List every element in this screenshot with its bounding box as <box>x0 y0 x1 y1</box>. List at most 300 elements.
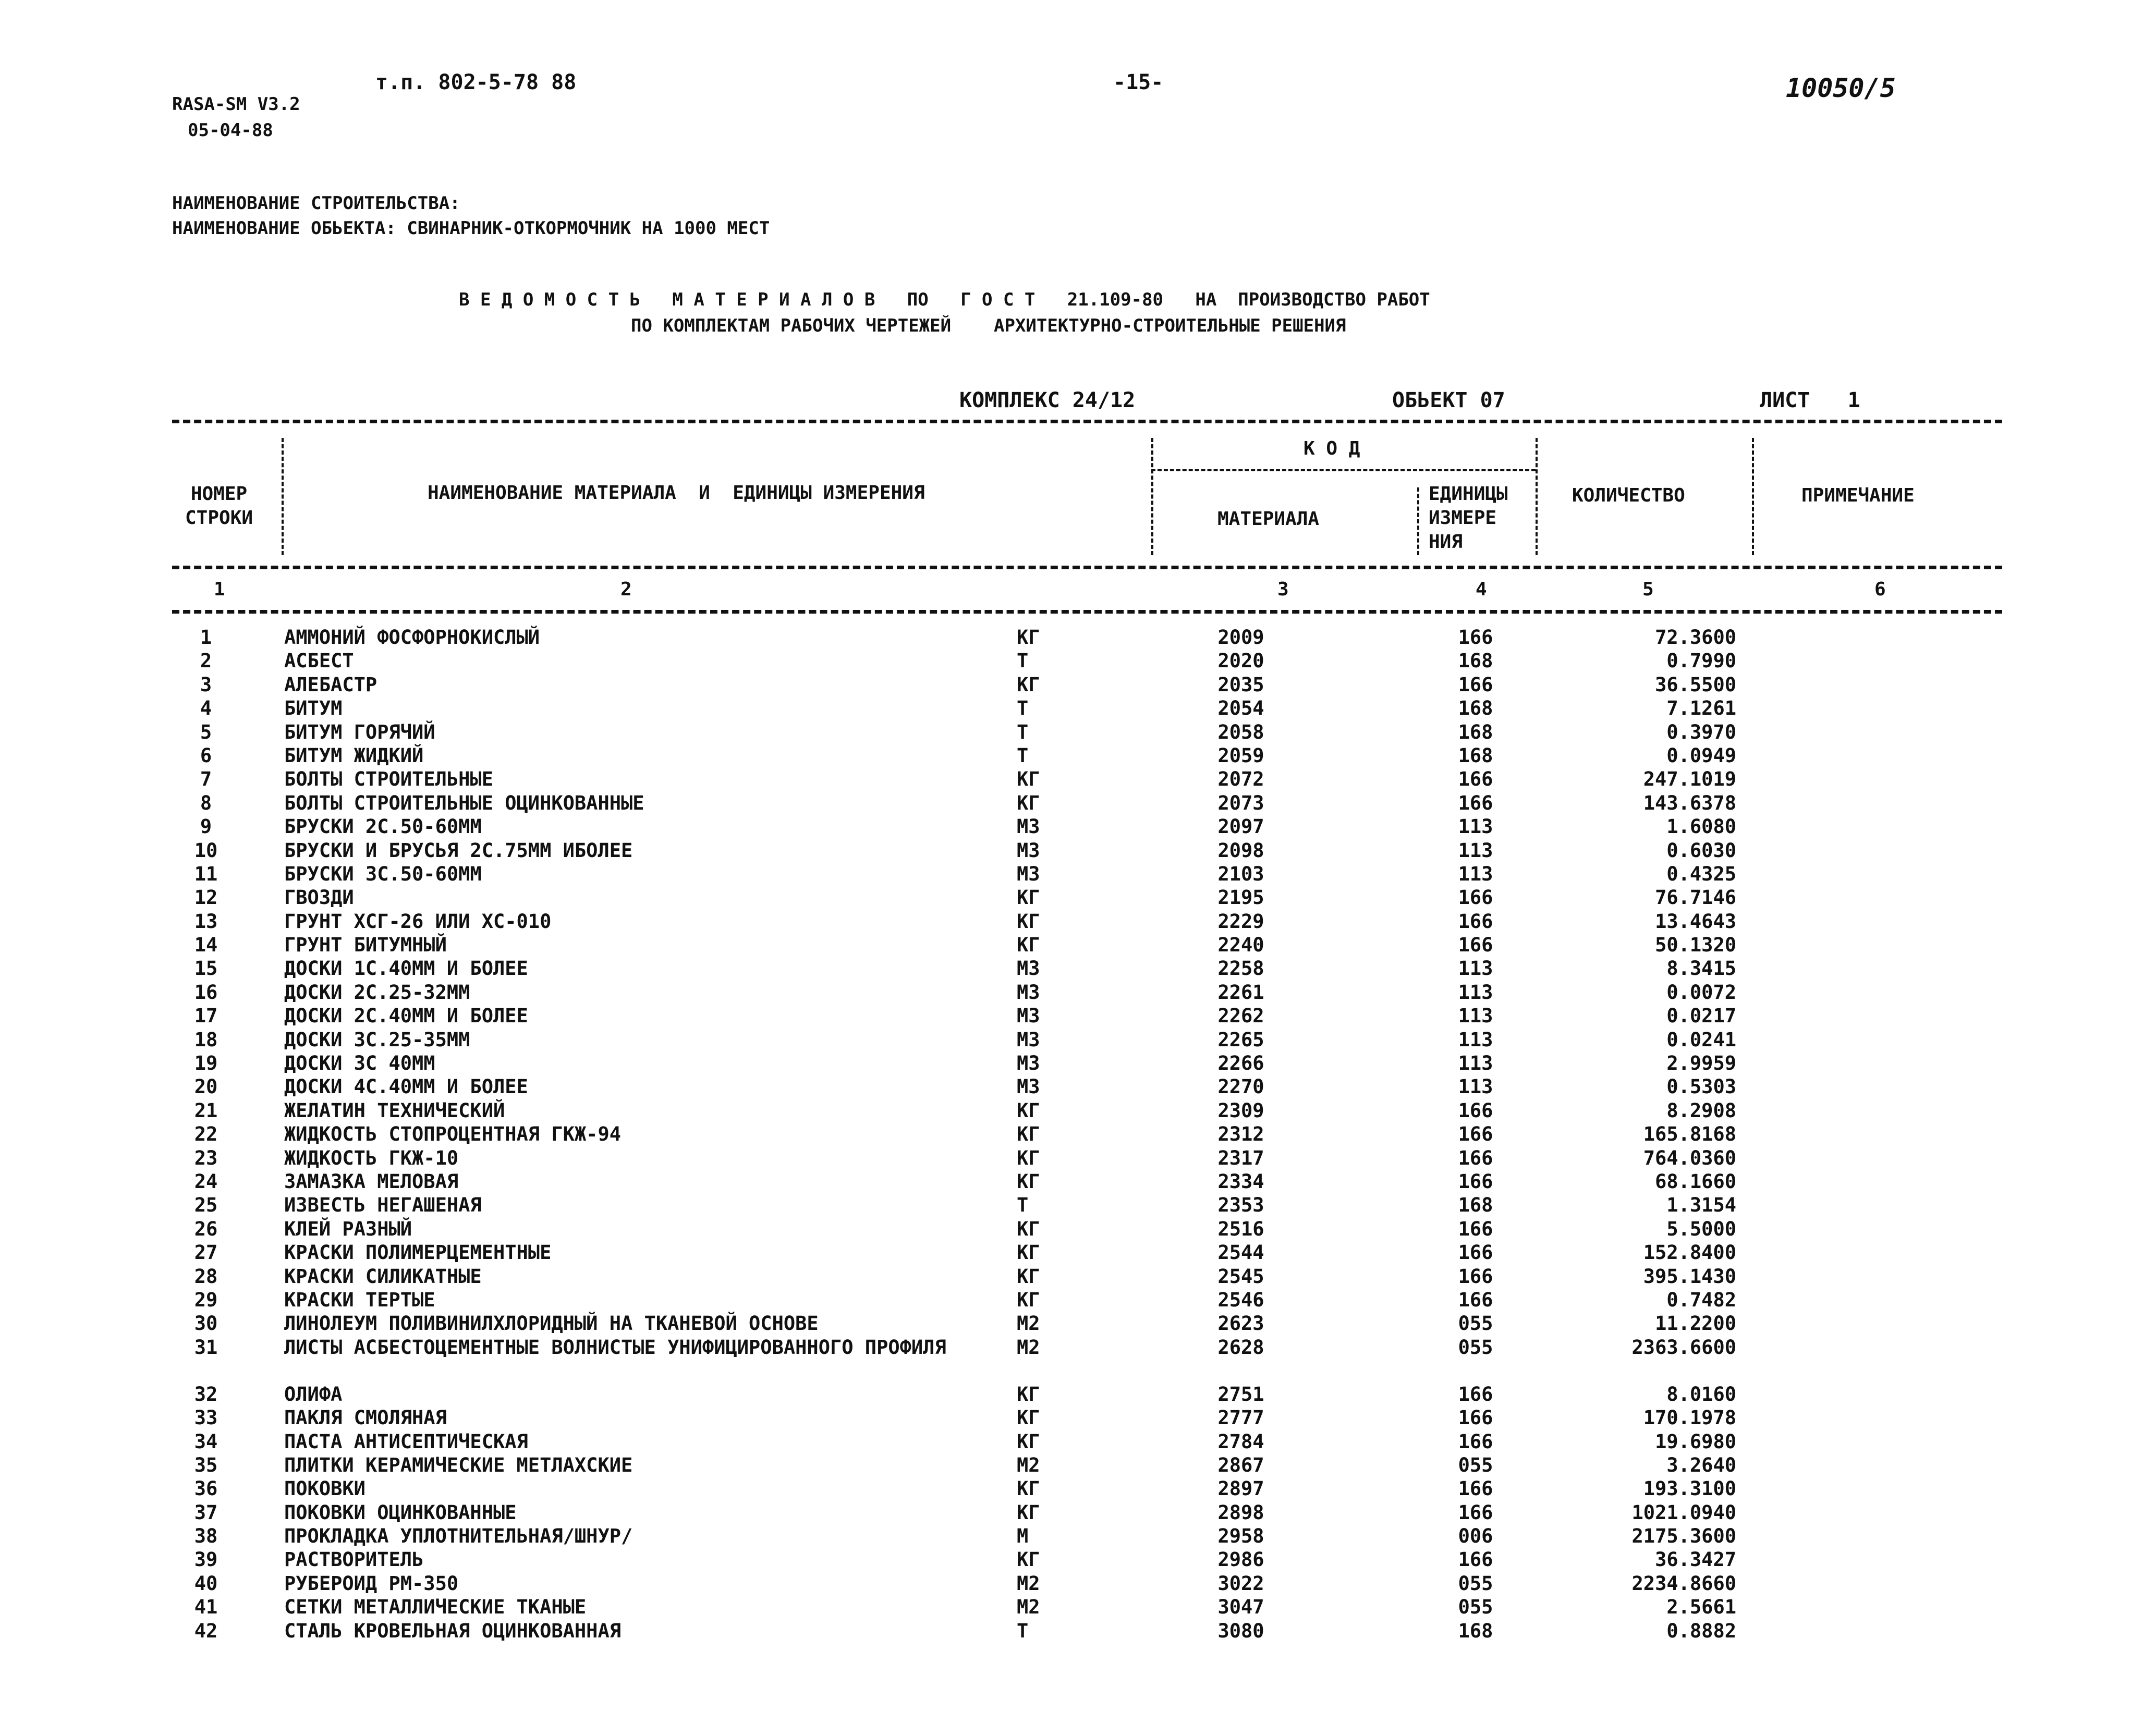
quantity: 13.4643 <box>1655 910 1736 933</box>
table-row <box>0 815 2156 838</box>
unit-of-measure: М3 <box>1017 862 1040 885</box>
table-row <box>0 933 2156 957</box>
row-number: 25 <box>194 1194 218 1217</box>
unit-of-measure: КГ <box>1017 1383 1040 1405</box>
quantity: 1021.0940 <box>1631 1501 1736 1524</box>
row-number: 10 <box>194 839 218 862</box>
column-divider <box>282 438 284 555</box>
unit-of-measure: КГ <box>1017 1123 1040 1146</box>
material-name: ЖЕЛАТИН ТЕХНИЧЕСКИЙ <box>284 1099 505 1122</box>
unit-code: 166 <box>1458 626 1493 649</box>
material-name: ИЗВЕСТЬ НЕГАШЕНАЯ <box>284 1194 482 1217</box>
quantity: 0.3970 <box>1666 720 1736 743</box>
unit-of-measure: КГ <box>1017 1501 1040 1524</box>
unit-of-measure: М <box>1017 1525 1029 1548</box>
material-code: 2546 <box>1217 1288 1264 1311</box>
material-name: БРУСКИ 3С.50-60ММ <box>284 862 482 885</box>
table-row <box>0 1595 2156 1619</box>
material-code: 2097 <box>1217 815 1264 838</box>
table-row <box>0 1312 2156 1335</box>
column-number: 5 <box>1642 579 1654 600</box>
unit-code: 166 <box>1458 1265 1493 1288</box>
material-name: ДОСКИ 3С 40ММ <box>284 1052 435 1075</box>
unit-of-measure: М3 <box>1017 1052 1040 1075</box>
row-number: 27 <box>194 1241 218 1264</box>
quantity: 143.6378 <box>1643 791 1736 814</box>
table-row <box>0 981 2156 1004</box>
row-number: 18 <box>194 1028 218 1051</box>
material-name: КРАСКИ СИЛИКАТНЫЕ <box>284 1265 482 1288</box>
quantity: 1.3154 <box>1666 1194 1736 1217</box>
material-code: 2258 <box>1217 957 1264 980</box>
project-reference: т.п. 802-5-78 88 <box>375 70 577 94</box>
material-code: 2623 <box>1217 1312 1264 1335</box>
unit-code: 113 <box>1458 1075 1493 1098</box>
column-number: 2 <box>620 579 632 600</box>
unit-of-measure: КГ <box>1017 791 1040 814</box>
material-name: ДОСКИ 2С.25-32ММ <box>284 981 470 1004</box>
row-number: 16 <box>194 981 218 1004</box>
material-code: 2035 <box>1217 673 1264 696</box>
quantity: 36.5500 <box>1655 673 1736 696</box>
unit-code: 166 <box>1458 1123 1493 1146</box>
material-code: 2020 <box>1217 650 1264 673</box>
material-name: ДОСКИ 4С.40ММ И БОЛЕЕ <box>284 1075 528 1098</box>
quantity: 5.5000 <box>1666 1217 1736 1240</box>
material-name: БИТУМ ГОРЯЧИЙ <box>284 720 435 743</box>
material-name: АММОНИЙ ФОСФОРНОКИСЛЫЙ <box>284 626 540 649</box>
quantity: 2.5661 <box>1666 1596 1736 1619</box>
quantity: 2.9959 <box>1666 1052 1736 1075</box>
unit-code: 113 <box>1458 815 1493 838</box>
row-number: 2 <box>200 650 212 673</box>
material-code: 2958 <box>1217 1525 1264 1548</box>
row-number: 21 <box>194 1099 218 1122</box>
unit-code: 166 <box>1458 1383 1493 1405</box>
quantity: 165.8168 <box>1643 1123 1736 1146</box>
table-row <box>0 886 2156 909</box>
row-number: 28 <box>194 1265 218 1288</box>
table-row <box>0 1170 2156 1193</box>
material-name: ПАКЛЯ СМОЛЯНАЯ <box>284 1407 447 1429</box>
quantity: 76.7146 <box>1655 886 1736 909</box>
quantity: 72.3600 <box>1655 626 1736 649</box>
material-name: РУБЕРОИД РМ-350 <box>284 1572 459 1595</box>
unit-of-measure: КГ <box>1017 1217 1040 1240</box>
material-code: 2009 <box>1217 626 1264 649</box>
table-row <box>0 1122 2156 1146</box>
row-number: 15 <box>194 957 218 980</box>
unit-of-measure: М2 <box>1017 1453 1040 1476</box>
quantity: 8.0160 <box>1666 1383 1736 1405</box>
unit-code: 055 <box>1458 1453 1493 1476</box>
table-row <box>0 1075 2156 1098</box>
unit-code: 166 <box>1458 1099 1493 1122</box>
unit-of-measure: КГ <box>1017 934 1040 957</box>
column-number-rule <box>172 610 2002 614</box>
row-number: 5 <box>200 720 212 743</box>
unit-code: 113 <box>1458 1005 1493 1028</box>
column-number: 4 <box>1476 579 1487 600</box>
column-divider <box>1536 438 1538 555</box>
material-name: СТАЛЬ КРОВЕЛЬНАЯ ОЦИНКОВАННАЯ <box>284 1619 622 1642</box>
material-code: 2898 <box>1217 1501 1264 1524</box>
print-date: 05-04-88 <box>188 120 273 141</box>
column-number: 3 <box>1277 579 1289 600</box>
material-name: ЖИДКОСТЬ ГКЖ-10 <box>284 1146 459 1169</box>
material-code: 2545 <box>1217 1265 1264 1288</box>
unit-of-measure: М3 <box>1017 839 1040 862</box>
unit-code: 113 <box>1458 1052 1493 1075</box>
object-number: ОБЬЕКТ 07 <box>1392 388 1505 412</box>
unit-code: 166 <box>1458 886 1493 909</box>
material-name: ДОСКИ 2С.40ММ И БОЛЕЕ <box>284 1005 528 1028</box>
row-number: 31 <box>194 1336 218 1359</box>
quantity: 11.2200 <box>1655 1312 1736 1335</box>
unit-code: 168 <box>1458 697 1493 720</box>
complex-label: КОМПЛЕКС 24/12 <box>959 388 1136 412</box>
column-divider <box>1151 438 1153 555</box>
column-number: 6 <box>1874 579 1886 600</box>
material-code: 2240 <box>1217 934 1264 957</box>
material-code: 2544 <box>1217 1241 1264 1264</box>
row-number: 4 <box>200 697 212 720</box>
quantity: 0.7990 <box>1666 650 1736 673</box>
unit-code: 166 <box>1458 673 1493 696</box>
row-number: 42 <box>194 1619 218 1642</box>
unit-code: 166 <box>1458 1548 1493 1571</box>
table-row <box>0 1336 2156 1383</box>
row-number: 19 <box>194 1052 218 1075</box>
unit-code: 113 <box>1458 957 1493 980</box>
table-row <box>0 1524 2156 1548</box>
object-label: НАИМЕНОВАНИЕ ОБЬЕКТА: СВИНАРНИК-ОТКОРМОЧНИК НА 1000 МЕСТ <box>172 218 770 239</box>
material-code: 2309 <box>1217 1099 1264 1122</box>
unit-of-measure: Т <box>1017 697 1029 720</box>
quantity: 0.0072 <box>1666 981 1736 1004</box>
table-row <box>0 696 2156 720</box>
unit-code: 166 <box>1458 910 1493 933</box>
material-name: БРУСКИ 2С.50-60ММ <box>284 815 482 838</box>
quantity: 7.1261 <box>1666 697 1736 720</box>
table-row <box>0 767 2156 791</box>
unit-of-measure: КГ <box>1017 673 1040 696</box>
row-number: 20 <box>194 1075 218 1098</box>
table-row <box>0 626 2156 649</box>
table-row <box>0 1406 2156 1429</box>
quantity: 247.1019 <box>1643 768 1736 791</box>
quantity: 0.0217 <box>1666 1005 1736 1028</box>
quantity: 68.1660 <box>1655 1170 1736 1193</box>
table-row <box>0 1477 2156 1500</box>
unit-of-measure: М2 <box>1017 1336 1040 1359</box>
unit-code: 166 <box>1458 1407 1493 1429</box>
unit-code: 166 <box>1458 1430 1493 1453</box>
unit-code: 166 <box>1458 934 1493 957</box>
material-code: 2777 <box>1217 1407 1264 1429</box>
column-divider <box>1417 487 1419 555</box>
quantity: 193.3100 <box>1643 1477 1736 1500</box>
material-code: 2195 <box>1217 886 1264 909</box>
material-name: ДОСКИ 3С.25-35ММ <box>284 1028 470 1051</box>
unit-code: 166 <box>1458 1170 1493 1193</box>
unit-code: 055 <box>1458 1596 1493 1619</box>
unit-of-measure: М3 <box>1017 1075 1040 1098</box>
row-number: 37 <box>194 1501 218 1524</box>
page-number: -15- <box>1113 70 1164 94</box>
table-row <box>0 1453 2156 1477</box>
program-version: RASA-SM V3.2 <box>172 94 300 115</box>
unit-code: 166 <box>1458 1241 1493 1264</box>
table-row <box>0 720 2156 744</box>
quantity: 3.2640 <box>1666 1453 1736 1476</box>
unit-of-measure: КГ <box>1017 1548 1040 1571</box>
material-name: СЕТКИ МЕТАЛЛИЧЕСКИЕ ТКАНЫЕ <box>284 1596 587 1619</box>
material-code: 2867 <box>1217 1453 1264 1476</box>
quantity: 0.5303 <box>1666 1075 1736 1098</box>
unit-code: 055 <box>1458 1572 1493 1595</box>
table-row <box>0 1383 2156 1406</box>
unit-code: 168 <box>1458 720 1493 743</box>
unit-code: 113 <box>1458 839 1493 862</box>
unit-code: 168 <box>1458 1619 1493 1642</box>
row-number-header: НОМЕР СТРОКИ <box>185 483 253 529</box>
unit-of-measure: М3 <box>1017 1028 1040 1051</box>
document-subtitle: ПО КОМПЛЕКТАМ РАБОЧИХ ЧЕРТЕЖЕЙ АРХИТЕКТУРНО-СТРОИТЕЛЬНЫЕ РЕШЕНИЯ <box>631 315 1346 336</box>
quantity: 8.2908 <box>1666 1099 1736 1122</box>
material-name: БОЛТЫ СТРОИТЕЛЬНЫЕ ОЦИНКОВАННЫЕ <box>284 791 644 814</box>
material-name: КЛЕЙ РАЗНЫЙ <box>284 1217 412 1240</box>
materials-table-body <box>0 626 2156 1643</box>
row-number: 11 <box>194 862 218 885</box>
material-code: 2353 <box>1217 1194 1264 1217</box>
row-number: 33 <box>194 1407 218 1429</box>
row-number: 7 <box>200 768 212 791</box>
row-number: 22 <box>194 1123 218 1146</box>
table-row <box>0 862 2156 886</box>
material-code: 2262 <box>1217 1005 1264 1028</box>
quantity: 170.1978 <box>1643 1407 1736 1429</box>
unit-of-measure: Т <box>1017 744 1029 767</box>
unit-code: 166 <box>1458 1146 1493 1169</box>
quantity-header: КОЛИЧЕСТВО <box>1572 485 1685 506</box>
quantity: 395.1430 <box>1643 1265 1736 1288</box>
material-code: 2317 <box>1217 1146 1264 1169</box>
row-number: 13 <box>194 910 218 933</box>
quantity: 764.0360 <box>1643 1146 1736 1169</box>
material-code: 3022 <box>1217 1572 1264 1595</box>
unit-of-measure: КГ <box>1017 1099 1040 1122</box>
row-number: 32 <box>194 1383 218 1405</box>
note-header: ПРИМЕЧАНИЕ <box>1801 485 1915 506</box>
material-name: ОЛИФА <box>284 1383 343 1405</box>
table-row <box>0 1501 2156 1524</box>
unit-of-measure: КГ <box>1017 1265 1040 1288</box>
row-number: 39 <box>194 1548 218 1571</box>
row-number: 40 <box>194 1572 218 1595</box>
material-name: БИТУМ <box>284 697 343 720</box>
material-code: 2265 <box>1217 1028 1264 1051</box>
row-number: 6 <box>200 744 212 767</box>
material-code: 2751 <box>1217 1383 1264 1405</box>
code-divider <box>1151 469 1536 471</box>
material-code: 2270 <box>1217 1075 1264 1098</box>
quantity: 1.6080 <box>1666 815 1736 838</box>
material-code-header: МАТЕРИАЛА <box>1217 508 1320 530</box>
sheet-label: ЛИСТ 1 <box>1760 388 1860 412</box>
unit-code: 113 <box>1458 1028 1493 1051</box>
unit-of-measure: КГ <box>1017 1241 1040 1264</box>
quantity: 0.4325 <box>1666 862 1736 885</box>
material-name: КРАСКИ ТЕРТЫЕ <box>284 1288 435 1311</box>
material-code: 2897 <box>1217 1477 1264 1500</box>
material-name: ГРУНТ ХСГ-26 ИЛИ ХС-010 <box>284 910 552 933</box>
table-row <box>0 839 2156 862</box>
table-row <box>0 791 2156 815</box>
name-header: НАИМЕНОВАНИЕ МАТЕРИАЛА И ЕДИНИЦЫ ИЗМЕРЕНИЯ <box>428 482 925 504</box>
row-number: 41 <box>194 1596 218 1619</box>
table-row <box>0 1146 2156 1170</box>
material-name: ЗАМАЗКА МЕЛОВАЯ <box>284 1170 459 1193</box>
row-number: 36 <box>194 1477 218 1500</box>
unit-of-measure: М2 <box>1017 1596 1040 1619</box>
unit-code: 166 <box>1458 791 1493 814</box>
material-code: 2266 <box>1217 1052 1264 1075</box>
header-rule <box>172 566 2002 569</box>
material-code: 2073 <box>1217 791 1264 814</box>
code-header: К О Д <box>1304 438 1360 459</box>
unit-of-measure: КГ <box>1017 1477 1040 1500</box>
table-row <box>0 957 2156 980</box>
material-code: 2516 <box>1217 1217 1264 1240</box>
unit-code: 166 <box>1458 1288 1493 1311</box>
unit-code-header: ЕДИНИЦЫ ИЗМЕРЕ НИЯ <box>1429 483 1508 553</box>
table-row <box>0 744 2156 767</box>
unit-of-measure: КГ <box>1017 1288 1040 1311</box>
table-row <box>0 1193 2156 1217</box>
material-code: 2312 <box>1217 1123 1264 1146</box>
unit-of-measure: Т <box>1017 1619 1029 1642</box>
row-number: 26 <box>194 1217 218 1240</box>
material-code: 2628 <box>1217 1336 1264 1359</box>
quantity: 0.7482 <box>1666 1288 1736 1311</box>
material-name: АСБЕСТ <box>284 650 354 673</box>
material-name: ДОСКИ 1С.40ММ И БОЛЕЕ <box>284 957 528 980</box>
row-number: 3 <box>200 673 212 696</box>
material-name: ГВОЗДИ <box>284 886 354 909</box>
quantity: 2175.3600 <box>1631 1525 1736 1548</box>
material-code: 2986 <box>1217 1548 1264 1571</box>
column-divider <box>1752 438 1754 555</box>
row-number: 29 <box>194 1288 218 1311</box>
material-name: РАСТВОРИТЕЛЬ <box>284 1548 424 1571</box>
material-code: 2058 <box>1217 720 1264 743</box>
row-number: 23 <box>194 1146 218 1169</box>
material-code: 2054 <box>1217 697 1264 720</box>
column-number: 1 <box>214 579 225 600</box>
unit-of-measure: Т <box>1017 1194 1029 1217</box>
material-name: БОЛТЫ СТРОИТЕЛЬНЫЕ <box>284 768 493 791</box>
material-name: ПРОКЛАДКА УПЛОТНИТЕЛЬНАЯ/ШНУР/ <box>284 1525 633 1548</box>
table-row <box>0 673 2156 696</box>
row-number: 12 <box>194 886 218 909</box>
quantity: 2363.6600 <box>1631 1336 1736 1359</box>
unit-of-measure: КГ <box>1017 1170 1040 1193</box>
quantity: 2234.8660 <box>1631 1572 1736 1595</box>
material-name: ЛИСТЫ АСБЕСТОЦЕМЕНТНЫЕ ВОЛНИСТЫЕ УНИФИЦИРОВАННОГО ПРОФИЛЯ <box>284 1336 946 1359</box>
material-name: ЖИДКОСТЬ СТОПРОЦЕНТНАЯ ГКЖ-94 <box>284 1123 622 1146</box>
material-code: 2334 <box>1217 1170 1264 1193</box>
table-row <box>0 1619 2156 1643</box>
table-top-rule <box>172 420 2002 423</box>
document-title: В Е Д О М О С Т Ь М А Т Е Р И А Л О В ПО Г О С Т 21.109-80 НА ПРОИЗВОДСТВО РАБОТ <box>459 289 1430 310</box>
material-name: БРУСКИ И БРУСЬЯ 2С.75ММ ИБОЛЕЕ <box>284 839 633 862</box>
unit-code: 113 <box>1458 981 1493 1004</box>
table-row <box>0 1217 2156 1241</box>
material-code: 2059 <box>1217 744 1264 767</box>
material-code: 2072 <box>1217 768 1264 791</box>
material-code: 2261 <box>1217 981 1264 1004</box>
quantity: 152.8400 <box>1643 1241 1736 1264</box>
material-name: ГРУНТ БИТУМНЫЙ <box>284 934 447 957</box>
unit-of-measure: М3 <box>1017 1005 1040 1028</box>
construction-label: НАИМЕНОВАНИЕ СТРОИТЕЛЬСТВА: <box>172 193 460 214</box>
unit-of-measure: КГ <box>1017 910 1040 933</box>
table-row <box>0 1265 2156 1288</box>
unit-code: 006 <box>1458 1525 1493 1548</box>
unit-of-measure: М3 <box>1017 981 1040 1004</box>
unit-of-measure: КГ <box>1017 1146 1040 1169</box>
row-number: 8 <box>200 791 212 814</box>
row-number: 24 <box>194 1170 218 1193</box>
material-name: КРАСКИ ПОЛИМЕРЦЕМЕНТНЫЕ <box>284 1241 552 1264</box>
row-number: 1 <box>200 626 212 649</box>
unit-of-measure: КГ <box>1017 1430 1040 1453</box>
unit-code: 113 <box>1458 862 1493 885</box>
material-code: 2098 <box>1217 839 1264 862</box>
unit-of-measure: КГ <box>1017 1407 1040 1429</box>
sheet-code: 10050/5 <box>1786 73 1896 103</box>
material-code: 2784 <box>1217 1430 1264 1453</box>
quantity: 0.8882 <box>1666 1619 1736 1642</box>
table-row <box>0 1430 2156 1453</box>
table-row <box>0 649 2156 673</box>
unit-of-measure: М2 <box>1017 1572 1040 1595</box>
unit-code: 055 <box>1458 1336 1493 1359</box>
unit-code: 166 <box>1458 1217 1493 1240</box>
material-code: 2229 <box>1217 910 1264 933</box>
table-row <box>0 1241 2156 1264</box>
unit-code: 166 <box>1458 1477 1493 1500</box>
quantity: 19.6980 <box>1655 1430 1736 1453</box>
material-name: АЛЕБАСТР <box>284 673 377 696</box>
unit-code: 166 <box>1458 768 1493 791</box>
table-row <box>0 1548 2156 1571</box>
quantity: 0.0241 <box>1666 1028 1736 1051</box>
table-row <box>0 1004 2156 1028</box>
unit-of-measure: Т <box>1017 650 1029 673</box>
material-code: 3047 <box>1217 1596 1264 1619</box>
quantity: 8.3415 <box>1666 957 1736 980</box>
unit-code: 166 <box>1458 1501 1493 1524</box>
table-row <box>0 1099 2156 1122</box>
unit-of-measure: КГ <box>1017 626 1040 649</box>
unit-of-measure: М3 <box>1017 815 1040 838</box>
material-name: ЛИНОЛЕУМ ПОЛИВИНИЛХЛОРИДНЫЙ НА ТКАНЕВОЙ ОСНОВЕ <box>284 1312 819 1335</box>
unit-of-measure: КГ <box>1017 768 1040 791</box>
material-name: БИТУМ ЖИДКИЙ <box>284 744 424 767</box>
material-code: 2103 <box>1217 862 1264 885</box>
